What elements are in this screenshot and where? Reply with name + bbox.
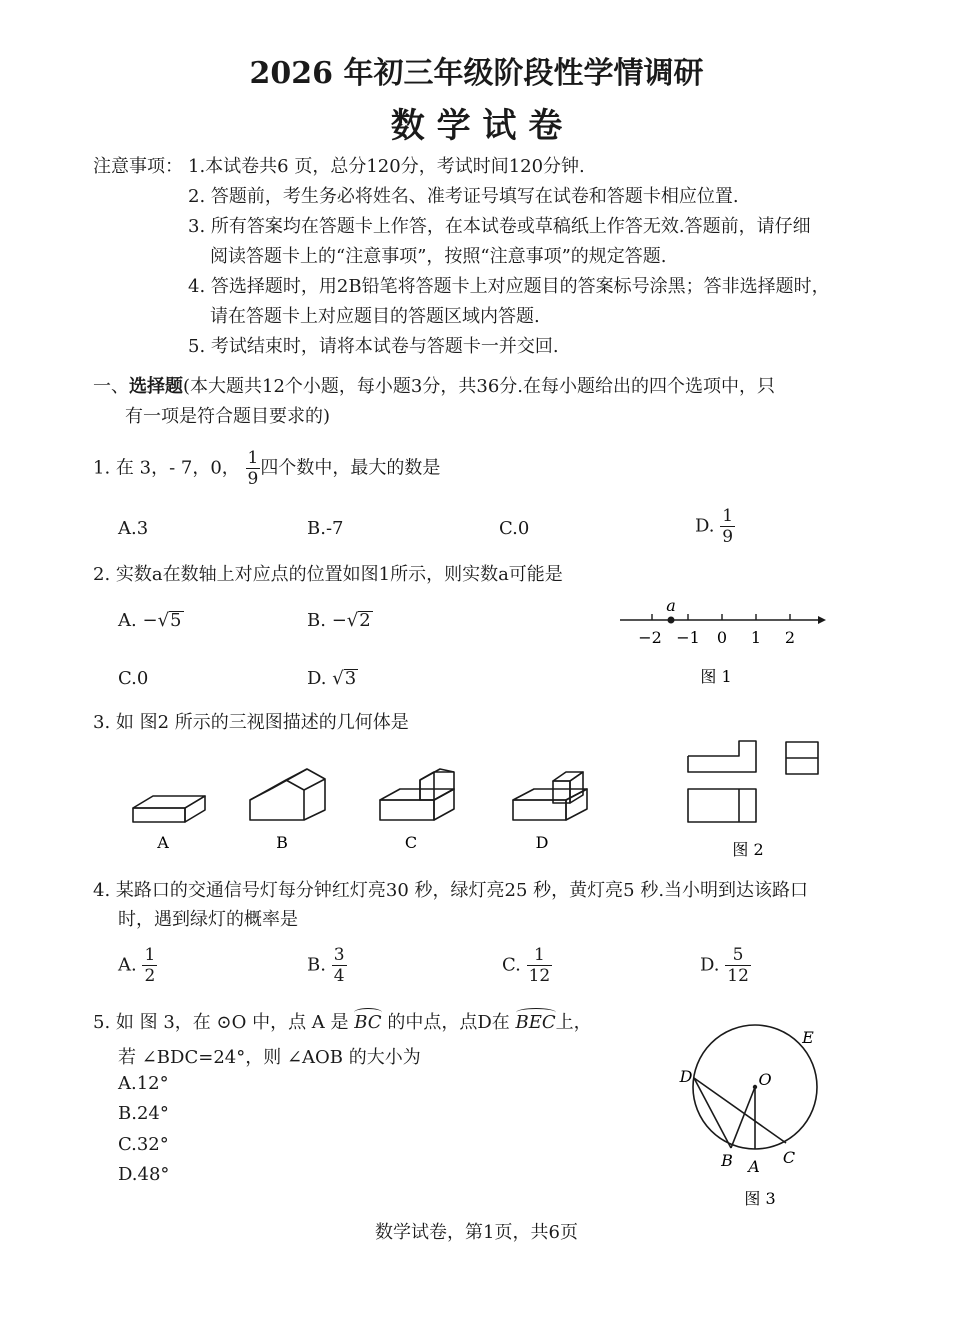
point-label: A (748, 1157, 760, 1176)
solid-label: B (276, 833, 288, 852)
frac-num: 1 (722, 506, 734, 526)
tick-label: −2 (638, 628, 662, 647)
option-label: C. (502, 954, 521, 976)
option-label: D. (307, 668, 327, 689)
q5-stem-b: 的中点，点D在 (387, 1012, 510, 1033)
frac-num: 1 (247, 448, 259, 468)
solid-label: D (535, 833, 549, 852)
frac-num: 1 (144, 945, 156, 965)
arc-bec: BEC (515, 1012, 556, 1033)
point-label: B (721, 1151, 733, 1170)
point-label: C (782, 1148, 796, 1167)
q2-option-b[interactable]: B. −√2 (307, 610, 371, 631)
q2-option-a[interactable]: A. −√5 (118, 610, 182, 631)
note-item: 4. 答选择题时，用2B铅笔将答题卡上对应题目的答案标号涂黑；答非选择题时， (188, 276, 830, 297)
q1-option-b[interactable]: B.-7 (307, 518, 344, 539)
radicand: 3 (344, 668, 357, 689)
radicand: 5 (170, 610, 182, 631)
option-label: A. (118, 954, 137, 976)
arc-bc: BC (354, 1012, 382, 1033)
note-item: 1.本试卷共6 页，总分120分，考试时间120分钟. (188, 156, 585, 177)
figure-3-caption: 图 3 (744, 1189, 776, 1208)
question-2-stem: 2. 实数a在数轴上对应点的位置如图1所示，则实数a可能是 (93, 564, 563, 585)
minus-sign: − (142, 610, 158, 631)
frac-den: 9 (722, 527, 734, 547)
notes-label: 注意事项： (93, 156, 183, 177)
point-a-label: a (666, 596, 676, 615)
note-item: 5. 考试结束时，请将本试卷与答题卡一并交回. (188, 336, 559, 357)
frac-num: 1 (527, 945, 553, 966)
segment-dc (694, 1078, 786, 1143)
question-4-stem-line1: 4. 某路口的交通信号灯每分钟红灯亮30 秒，绿灯亮25 秒，黄灯亮5 秒.当小明到达该路口 (93, 880, 809, 901)
q5-option-b[interactable]: B.24° (118, 1103, 169, 1124)
note-item: 3. 所有答案均在答题卡上作答，在本试卷或草稿纸上作答无效.答题前，请仔细 (188, 216, 811, 237)
q5-stem-a: 5. 如 图 3，在 ⊙O 中，点 A 是 (93, 1012, 349, 1033)
option-label: A. (118, 610, 137, 631)
frac-den: 4 (333, 966, 345, 986)
figure-1-caption: 图 1 (700, 667, 732, 686)
frac-num: 3 (333, 945, 345, 965)
question-5-stem-line2: 若 ∠BDC=24°，则 ∠AOB 的大小为 (118, 1047, 421, 1068)
solid-label: C (404, 833, 418, 852)
q2-option-d[interactable]: D. √3 (307, 668, 357, 689)
note-item: 请在答题卡上对应题目的答题区域内答题. (210, 306, 540, 327)
section-desc: (本大题共12个小题，每小题3分，共36分.在每小题给出的四个选项中，只 (183, 376, 776, 397)
q5-stem-c: 上， (555, 1012, 592, 1033)
radicand: 2 (359, 610, 371, 631)
frac-den: 12 (528, 966, 551, 986)
tick-label: 2 (784, 628, 796, 647)
page-footer: 数学试卷，第1页，共6页 (375, 1222, 578, 1243)
q5-option-c[interactable]: C.32° (118, 1134, 169, 1155)
figure-2-caption: 图 2 (732, 840, 764, 859)
tick-label: −1 (676, 628, 700, 647)
section-number: 一、 (93, 376, 129, 397)
tick-label: 1 (750, 628, 762, 647)
section-heading-line2: 有一项是符合题目要求的) (125, 406, 331, 427)
option-label: D. (695, 515, 715, 537)
solid-label: A (157, 833, 169, 852)
frac-den: 9 (247, 469, 259, 489)
point-label: E (802, 1028, 814, 1047)
exam-subject: 数 学 试 卷 (390, 106, 563, 146)
q1-option-a[interactable]: A.3 (118, 518, 149, 539)
option-label: D. (700, 954, 720, 976)
q5-option-d[interactable]: D.48° (118, 1164, 170, 1185)
q5-option-a[interactable]: A.12° (118, 1073, 169, 1094)
center-point (753, 1085, 757, 1089)
option-label: B. (307, 610, 326, 631)
note-item: 2. 答题前，考生务必将姓名、准考证号填写在试卷和答题卡相应位置. (188, 186, 739, 207)
question-3-stem: 3. 如 图2 所示的三视图描述的几何体是 (93, 712, 409, 733)
point-label: O (758, 1070, 772, 1089)
frac-den: 2 (144, 966, 156, 986)
exam-title: 2026 年初三年级阶段性学情调研 (249, 56, 704, 91)
question-4-stem-line2: 时，遇到绿灯的概率是 (118, 909, 298, 930)
q2-option-c[interactable]: C.0 (118, 668, 149, 689)
minus-sign: − (331, 610, 347, 631)
tick-label: 0 (716, 628, 728, 647)
frac-den: 12 (727, 966, 749, 986)
frac-num: 5 (725, 945, 751, 966)
segment-ob (731, 1087, 755, 1148)
option-label: B. (307, 954, 326, 976)
note-item: 阅读答题卡上的“注意事项”，按照“注意事项”的规定答题. (210, 246, 667, 267)
point-label: D (679, 1067, 693, 1086)
q1-option-c[interactable]: C.0 (499, 518, 530, 539)
q1-stem-end: 四个数中，最大的数是 (260, 457, 441, 479)
section-title: 选择题 (129, 376, 183, 397)
q1-stem-start: 1. 在 3，- 7，0， (93, 457, 240, 479)
